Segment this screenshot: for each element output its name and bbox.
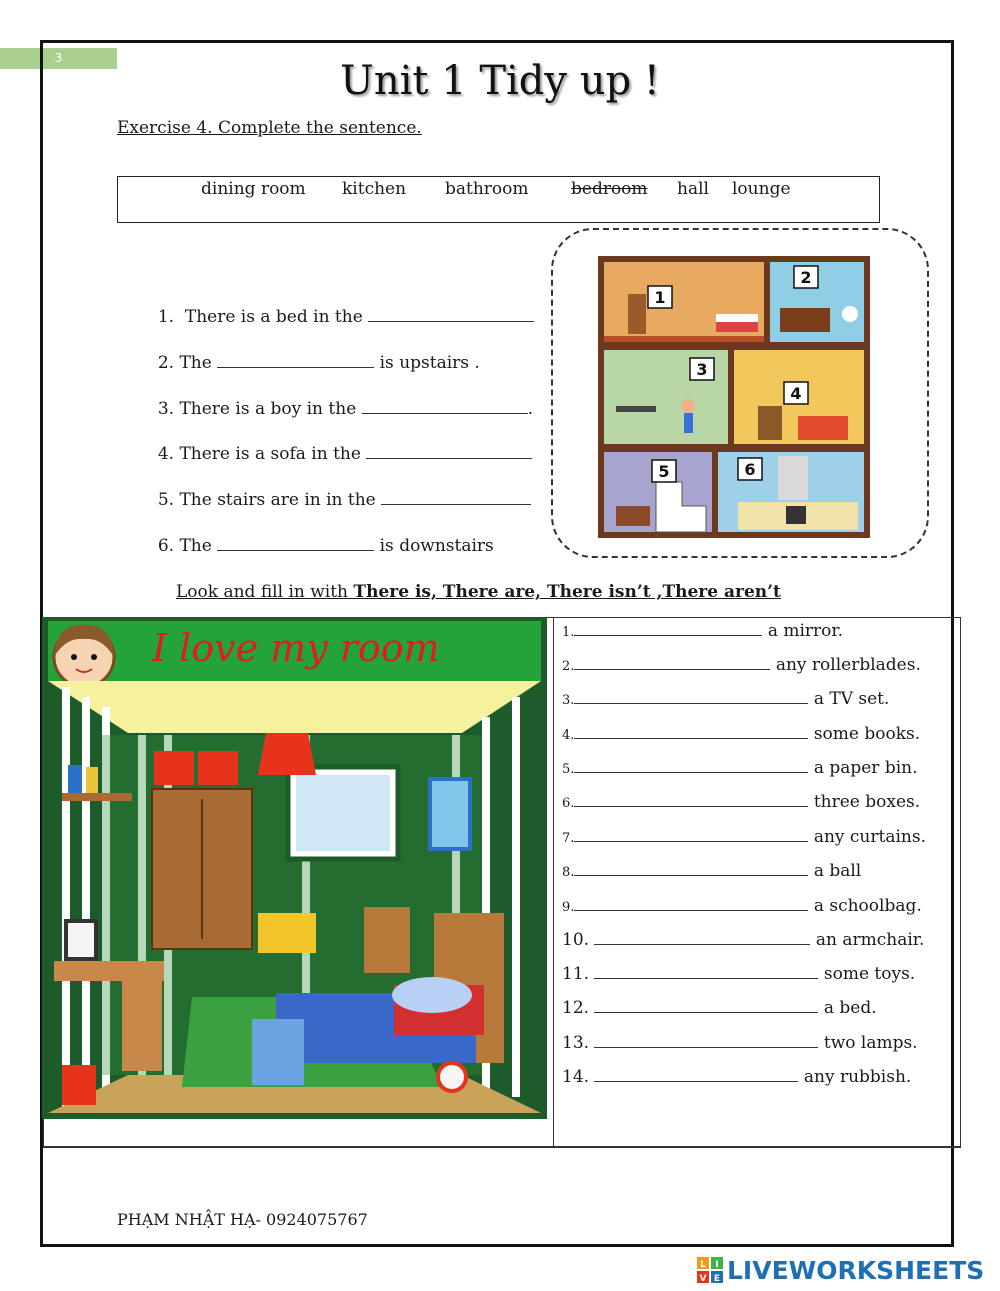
item-text: a ball: [813, 861, 862, 881]
answer-blank[interactable]: [366, 443, 532, 459]
logo-letter: E: [713, 1274, 721, 1283]
item-text: a schoolbag.: [813, 896, 922, 916]
room-title: I love my room: [152, 626, 440, 670]
answer-blank[interactable]: [574, 654, 770, 670]
brand-name: LIVEWORKSHEETS: [727, 1255, 985, 1285]
item-text: some toys.: [823, 964, 916, 984]
item-text: any curtains.: [813, 827, 926, 847]
room-illustration: [42, 617, 547, 1119]
sentence-number: 2.: [157, 353, 175, 373]
answer-blank[interactable]: [381, 489, 531, 505]
sentence-number: 6.: [157, 536, 175, 556]
fill-item-7: [562, 826, 926, 850]
item-text: a paper bin.: [813, 758, 918, 778]
fill-item-3: [562, 688, 889, 712]
sentence-text-after: is downstairs: [379, 536, 494, 556]
sentence-text: The: [179, 353, 212, 373]
logo-letter: L: [700, 1260, 706, 1270]
sentence-text: There is a bed in the: [184, 307, 363, 327]
word-bank-word: dining room: [201, 179, 306, 199]
item-number: 14.: [562, 1067, 590, 1087]
item-text: an armchair.: [815, 930, 925, 950]
house-label-5: 5: [658, 462, 670, 481]
sentence-1: [147, 284, 534, 328]
house-label-3: 3: [696, 360, 708, 379]
fill-item-6: [562, 791, 920, 815]
word-bank-word: hall: [677, 179, 709, 199]
sentence-number: 4.: [157, 444, 175, 464]
answer-blank[interactable]: [574, 620, 762, 636]
item-number: 2.: [562, 659, 575, 674]
fill-in-instruction-options: There is, There are, There isn’t ,There aren’t: [353, 582, 781, 602]
word-bank-word: lounge: [732, 179, 791, 199]
answer-blank[interactable]: [594, 963, 818, 979]
item-number: 8.: [562, 865, 575, 880]
item-text: any rubbish.: [803, 1067, 912, 1087]
answer-blank[interactable]: [217, 535, 374, 551]
sentence-3: [147, 376, 533, 420]
sentence-4: [147, 421, 532, 465]
footer-divider: [43, 1147, 961, 1148]
item-number: 5.: [562, 762, 575, 777]
item-number: 9.: [562, 900, 575, 915]
author-credit: PHẠM NHẬT HẠ- 0924075767: [117, 1210, 368, 1229]
house-label-4: 4: [790, 384, 802, 403]
house-illustration: [598, 256, 870, 538]
sentence-text: There is a sofa in the: [179, 444, 361, 464]
item-text: any rollerblades.: [775, 655, 921, 675]
sentence-text-after: .: [527, 399, 534, 419]
logo-letter: V: [699, 1274, 707, 1283]
sentence-text: There is a boy in the: [179, 399, 357, 419]
fill-item-12: [562, 997, 877, 1019]
answer-blank[interactable]: [594, 1032, 818, 1048]
page-number-tab: 3: [0, 48, 117, 69]
item-number: 1.: [562, 625, 575, 640]
item-number: 13.: [562, 1033, 590, 1053]
answer-blank[interactable]: [594, 929, 810, 945]
fill-item-11: [562, 963, 915, 985]
table-divider: [553, 617, 554, 1147]
fill-item-4: [562, 723, 920, 747]
sentence-text-after: is upstairs .: [379, 353, 480, 373]
answer-blank[interactable]: [574, 895, 808, 911]
fill-item-14: [562, 1066, 911, 1088]
page-title: Unit 1 Tidy up !: [340, 58, 660, 104]
answer-blank[interactable]: [574, 860, 808, 876]
word-bank-word-crossed: bedroom: [571, 179, 648, 199]
fill-item-1: [562, 620, 843, 644]
exercise-title: Exercise 4. Complete the sentence.: [117, 118, 422, 138]
liveworksheets-logo-icon: [697, 1257, 723, 1283]
item-number: 6.: [562, 796, 575, 811]
logo-letter: I: [715, 1260, 719, 1270]
item-text: some books.: [813, 724, 921, 744]
answer-blank[interactable]: [594, 997, 818, 1013]
house-label-6: 6: [744, 460, 756, 479]
sentence-text: The: [179, 536, 212, 556]
sentence-2: [147, 330, 480, 374]
fill-in-instruction-prefix: Look and fill in with: [176, 582, 354, 602]
answer-blank[interactable]: [368, 306, 534, 322]
answer-blank[interactable]: [217, 352, 374, 368]
fill-item-5: [562, 757, 918, 781]
answer-blank[interactable]: [574, 757, 808, 773]
answer-blank[interactable]: [574, 791, 808, 807]
fill-item-8: [562, 860, 861, 884]
answer-blank[interactable]: [594, 1066, 798, 1082]
sentence-5: [147, 467, 531, 511]
item-number: 11.: [562, 964, 590, 984]
word-bank-word: kitchen: [342, 179, 407, 199]
fill-item-13: [562, 1032, 918, 1054]
item-text: three boxes.: [813, 792, 921, 812]
item-text: a TV set.: [813, 689, 890, 709]
item-number: 10.: [562, 930, 590, 950]
liveworksheets-logo[interactable]: [697, 1256, 984, 1284]
answer-blank[interactable]: [574, 688, 808, 704]
item-text: two lamps.: [823, 1033, 918, 1053]
answer-blank[interactable]: [362, 398, 528, 414]
sentence-number: 1.: [157, 307, 175, 327]
answer-blank[interactable]: [574, 826, 808, 842]
item-text: a mirror.: [767, 621, 844, 641]
item-number: 7.: [562, 831, 575, 846]
fill-item-2: [562, 654, 921, 678]
house-label-2: 2: [800, 268, 812, 287]
fill-item-9: [562, 895, 922, 919]
fill-in-instruction: [176, 582, 781, 602]
item-number: 4.: [562, 728, 575, 743]
sentence-number: 3.: [157, 399, 175, 419]
fill-item-10: [562, 929, 924, 951]
item-text: a bed.: [823, 998, 877, 1018]
sentence-text: The stairs are in in the: [179, 490, 376, 510]
answer-blank[interactable]: [574, 723, 808, 739]
word-bank-word: bathroom: [445, 179, 529, 199]
sentence-6: [147, 513, 494, 557]
item-number: 12.: [562, 998, 590, 1018]
house-label-1: 1: [654, 288, 666, 307]
item-number: 3.: [562, 693, 575, 708]
sentence-number: 5.: [157, 490, 175, 510]
